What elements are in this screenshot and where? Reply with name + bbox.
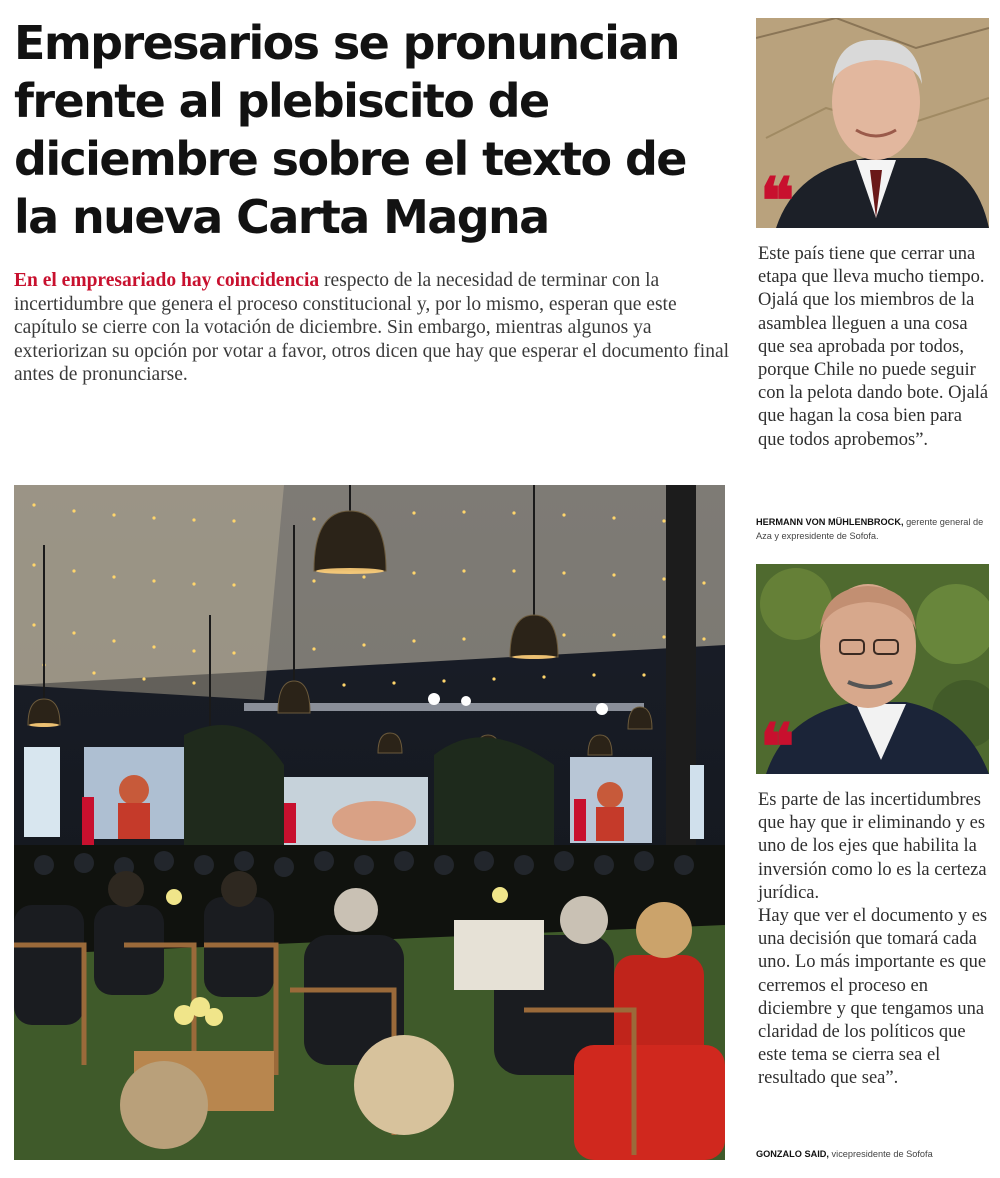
headline: [14, 14, 734, 246]
headline-line-3: diciembre sobre el texto de: [14, 132, 686, 186]
quote-credit-2: [756, 1147, 992, 1161]
headline-line-1: Empresarios se pronuncian: [14, 16, 679, 70]
quote-text-1: Este país tiene que cerrar una etapa que lleva mucho tiempo. Ojalá que los miembros de la asamblea lleguen a una cosa que sea aprobada por todos, porque Chile no puede seguir con la pelota dando bote. Ojalá que hagan la cosa bien para que todos aprobemos”.: [758, 244, 989, 450]
event-photo: [14, 485, 725, 1160]
quote-text-2: [758, 789, 990, 1091]
headline-line-2: frente al plebiscito de: [14, 74, 549, 128]
portrait-gonzalo-said: [756, 564, 989, 774]
portrait-hermann-von-muhlenbrock: [756, 18, 989, 228]
quote-text-2-part: Es parte de las incertidumbres que hay que ir eliminando y es uno de los ejes que habilita la inversión como lo es la certeza jurídica. Hay que ver el documento y es una decisión que tomará cada uno. Lo más importante es que cerremos el proceso en diciembre y que tengamos una claridad de los políticos que este tema se cierra sea el resultado que sea”.: [758, 790, 988, 1089]
event-photo-illustration: [14, 485, 725, 1160]
quote-credit-1: [756, 515, 992, 543]
quote-mark-icon-1: ❝: [760, 164, 795, 228]
quote-mark-icon-2: ❝: [760, 710, 795, 774]
lead-body: respecto de la necesidad de terminar con la incertidumbre que genera el proceso constitucional y, por lo mismo, esperan que este capítulo se cierre con la votación de diciembre. Sin embargo, mientras algunos ya exteriorizan su opción por votar a favor, otros dicen que hay que esperar el documento final antes de pronunciarse.: [14, 270, 730, 385]
credit-role-2: vicepresidente de Sofofa: [829, 1149, 933, 1159]
headline-line-4: la nueva Carta Magna: [14, 190, 549, 244]
credit-name-1: HERMANN VON MÜHLENBROCK,: [756, 517, 904, 527]
credit-role-1: gerente general de Aza y expresidente de Sofofa.: [756, 517, 984, 541]
lead-kicker: En el empresariado hay coincidencia: [14, 270, 320, 291]
credit-name-2: GONZALO SAID,: [756, 1149, 829, 1159]
lead-paragraph: [14, 269, 734, 387]
